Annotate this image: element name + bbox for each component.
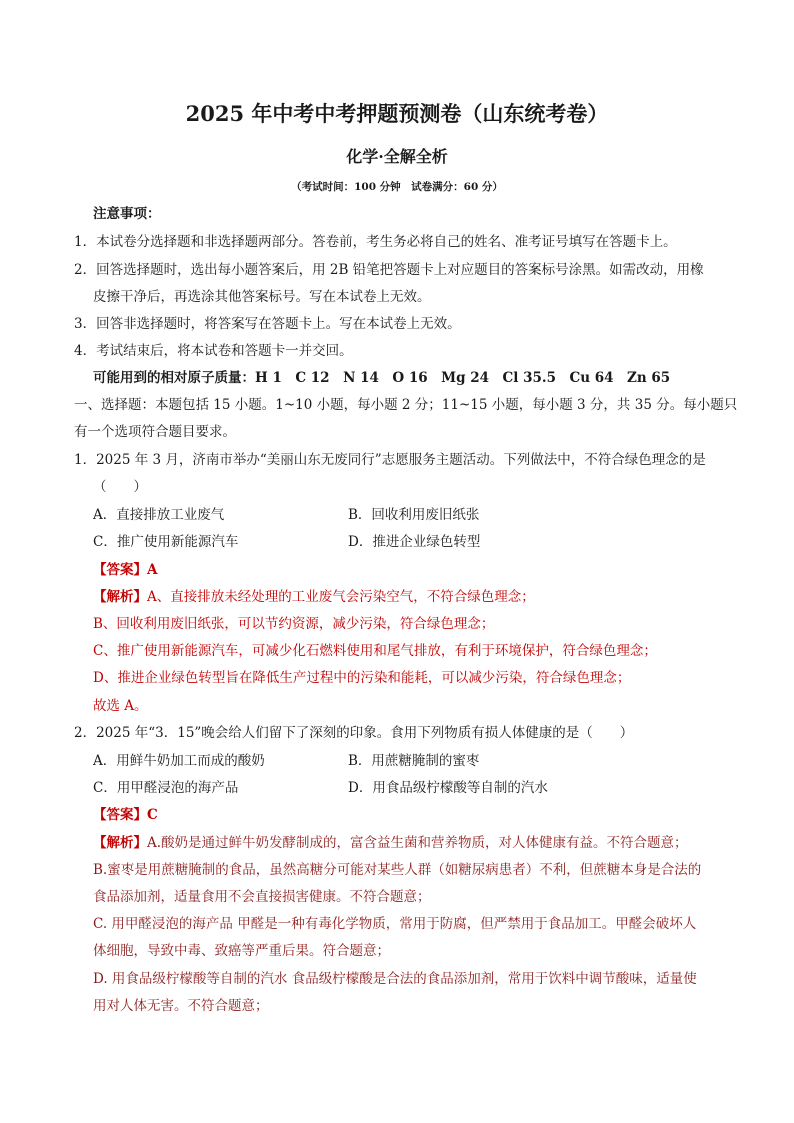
- question-1-analysis-line: C、推广使用新能源汽车，可减少化石燃料使用和尾气排放，有利于环境保护，符合绿色理念；: [93, 643, 657, 659]
- notes-heading: 注意事项：: [93, 206, 161, 222]
- section-heading: 一、选择题：本题包括 15 小题。1~10 小题，每小题 2 分；11~15 小题，每小题 3 分，共 35 分。每小题只: [74, 397, 738, 413]
- question-1-analysis-line: 故选 A。: [93, 698, 148, 714]
- note-item: 2．回答选择题时，选出每小题答案后，用 2B 铅笔把答题卡上对应题目的答案标号涂黑。如需改动，用橡: [74, 262, 704, 278]
- question-1-analysis-line: B、回收利用废旧纸张，可以节约资源，减少污染，符合绿色理念；: [93, 616, 495, 632]
- question-1-analysis-line: [93, 588, 535, 606]
- question-2-analysis-line: 用对人体无害。不符合题意；: [93, 998, 269, 1014]
- question-2-analysis-line: 食品添加剂，适量食用不会直接损害健康。不符合题意；: [93, 889, 431, 905]
- atomic-masses: 可能用到的相对原子质量：H 1 C 12 N 14 O 16 Mg 24 Cl 35.5 Cu 64 Zn 65: [93, 370, 671, 386]
- note-item: 3．回答非选择题时，将答案写在答题卡上。写在本试卷上无效。: [74, 316, 461, 332]
- note-item: 1．本试卷分选择题和非选择题两部分。答卷前，考生务必将自己的姓名、准考证号填写在答题卡上。: [74, 234, 677, 250]
- section-heading-cont: 有一个选项符合题目要求。: [74, 424, 236, 440]
- analysis-tag: 【解析】: [93, 835, 147, 851]
- note-item: 皮擦干净后，再选涂其他答案标号。写在本试卷上无效。: [93, 289, 431, 305]
- question-1-option-d: D．推进企业绿色转型: [348, 534, 481, 550]
- question-2-analysis-line: [93, 834, 688, 852]
- question-2-analysis-line: D. 用食品级柠檬酸等自制的汽水 食品级柠檬酸是合法的食品添加剂，常用于饮料中调节酸味，适量使: [93, 971, 697, 987]
- page-title: 2025 年中考中考押题预测卷（山东统考卷）: [185, 101, 609, 126]
- question-2-option-a: A．用鲜牛奶加工而成的酸奶: [93, 753, 265, 769]
- question-1-option-a: A．直接排放工业废气: [93, 507, 225, 523]
- question-2-option-d: D．用食品级柠檬酸等自制的汽水: [348, 780, 548, 796]
- note-item: 4．考试结束后，将本试卷和答题卡一并交回。: [74, 343, 353, 359]
- analysis-text: A、直接排放未经处理的工业废气会污染空气，不符合绿色理念；: [147, 589, 535, 605]
- exam-info: （考试时间：100 分钟 试卷满分：60 分）: [291, 181, 503, 193]
- question-2-analysis-line: C. 用甲醛浸泡的海产品 甲醛是一种有毒化学物质，常用于防腐，但严禁用于食品加工。甲醛会破坏人: [93, 916, 697, 932]
- question-1-blank: （ ）: [93, 479, 147, 495]
- analysis-tag: 【解析】: [93, 589, 147, 605]
- question-2-analysis-line: B.蜜枣是用蔗糖腌制的食品，虽然高糖分可能对某些人群（如糖尿病患者）不利，但蔗糖本身是合法的: [93, 862, 702, 878]
- question-2-option-b: B．用蔗糖腌制的蜜枣: [348, 753, 480, 769]
- question-1-stem: 1．2025 年 3 月，济南市举办“美丽山东无废同行”志愿服务主题活动。下列做法中，不符合绿色理念的是: [74, 452, 706, 468]
- page-subtitle: 化学·全解全析: [346, 147, 448, 166]
- question-2-stem: 2．2025 年“3．15”晚会给人们留下了深刻的印象。食用下列物质有损人体健康的是（ ）: [74, 725, 634, 741]
- question-2-option-c: C．用甲醛浸泡的海产品: [93, 780, 239, 796]
- question-1-answer: 【答案】A: [93, 562, 158, 578]
- question-1-option-b: B．回收利用废旧纸张: [348, 507, 480, 523]
- question-2-answer: 【答案】C: [93, 807, 158, 823]
- question-1-option-c: C．推广使用新能源汽车: [93, 534, 239, 550]
- question-2-analysis-line: 体细胞，导致中毒、致癌等严重后果。符合题意；: [93, 943, 390, 959]
- question-1-analysis-line: D、推进企业绿色转型旨在降低生产过程中的污染和能耗，可以减少污染，符合绿色理念；: [93, 670, 631, 686]
- analysis-text: A.酸奶是通过鲜牛奶发酵制成的，富含益生菌和营养物质，对人体健康有益。不符合题意；: [147, 835, 688, 851]
